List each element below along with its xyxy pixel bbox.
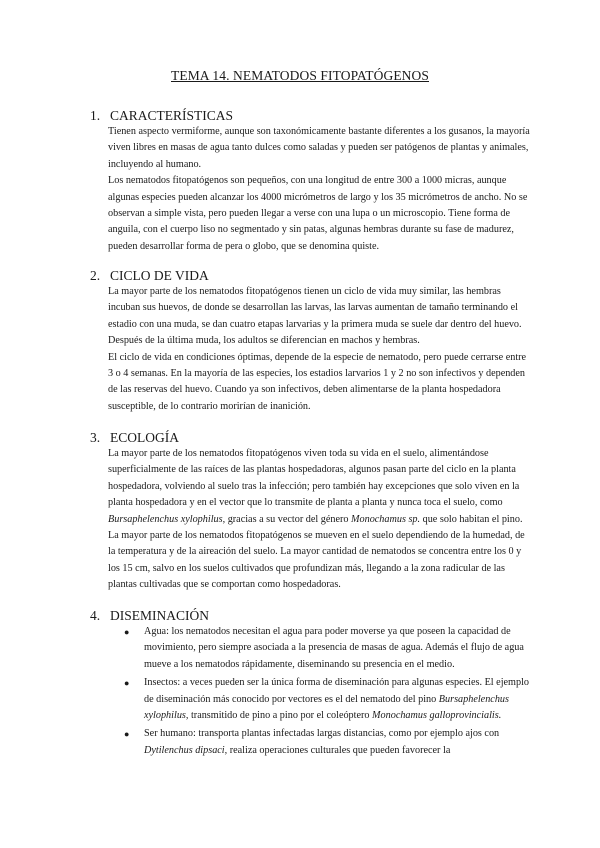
section-title: CICLO DE VIDA — [110, 268, 209, 283]
list-item — [108, 624, 533, 673]
section-heading-ecologia — [90, 430, 179, 446]
section-heading-caracteristicas — [90, 108, 233, 124]
section-body-ecologia — [108, 446, 533, 594]
text-run: Ser humano: transporta plantas infectadas largas distancias, como por ejemplo ajos con — [144, 728, 500, 740]
section-heading-diseminacion — [90, 608, 209, 624]
text-run: transmitido de pino a pino por el coleóptero — [188, 710, 373, 722]
bullet-icon: ● — [124, 627, 130, 637]
section-number: 3. — [90, 430, 101, 445]
paragraph: Los nematodos fitopatógenos son pequeños, con una longitud de entre 300 a 1000 micras, aunque algunas especies pueden alcanzar los 4000 micrómetros de largo y los 35 micrómetros de ancho. No se observan a simple vista, pero pueden llegar a verse con una lupa o un microscopio. Tiene forma de anguila, con el cuerpo liso no segmentado y sin patas, algunas hembras durante su fase de madurez, pueden desarrollar forma de pera o globo, que se denomina quiste. — [108, 175, 528, 252]
text-run: Agua: los nematodos necesitan el agua para poder moverse ya que poseen la capacidad de movimiento, pero siempre asociada a la presencia de masas de agua. Además el flujo de agua mueve a los nematodos rápidamente, diseminando su presencia en el medio. — [144, 626, 524, 670]
section-number: 2. — [90, 268, 101, 283]
bullet-icon: ● — [124, 678, 130, 689]
paragraph: Tienen aspecto vermiforme, aunque son taxonómicamente bastante diferentes a los gusanos, la mayoría viven libres en masas de agua tanto dulces como saladas y pueden ser patógenos de plantas y animales, incluyendo al humano. — [108, 126, 530, 170]
dissemination-list — [108, 624, 533, 761]
species-name: Bursaphelenchus xylophilus, — [144, 693, 509, 722]
paragraph: El ciclo de vida en condiciones óptimas, depende de la especie de nematodo, pero puede cerrarse entre 3 o 4 semanas. En la mayoría de las especies, los estadios larvarios 1 y 2 no son infectivos y dependen de las reservas del huevo. Cuando ya son infectivos, deben alimentarse de la planta hospedadora susceptible, de lo contrario morirían de inanición. — [108, 351, 527, 412]
species-name: Dytilenchus dipsaci, — [144, 744, 228, 756]
section-title: DISEMINACIÓN — [110, 608, 209, 623]
species-name: Monochamus galloprovincialis. — [372, 710, 502, 722]
text-run: Insectos: a veces pueden ser la única forma de diseminación para algunas especies. El ejemplo de diseminación más conocido por vectores es el del nematodo del pino — [144, 677, 529, 705]
paragraph — [108, 446, 533, 528]
text-run: que solo habitan el pino. — [420, 513, 523, 525]
section-number: 4. — [90, 608, 101, 623]
species-name: Monochamus sp. — [351, 513, 421, 525]
paragraph: La mayor parte de los nematodos fitopatógenos tienen un ciclo de vida muy similar, las hembras incuban sus huevos, de donde se desarrollan las larvas, las larvas aumentan de tamaño terminando el estadio con una muda, se dan cuatro etapas larvarias y la primera muda se suele dar dentro del huevo. Después de la última muda, los adultos se diferencian en machos y hembras. — [108, 286, 522, 347]
text-run: La mayor parte de los nematodos fitopatógenos viven toda su vida en el suelo, alimentándose superficialmente de las raíces de las plantas hospedadoras, algunos pasan parte del ciclo en la planta hospedadora, volviendo al suelo tras la infección; pero también hay excepciones que solo viven en la planta hospedadora y en el vector que lo transmite de planta a planta y nunca toca el suelo, como — [108, 448, 520, 509]
list-item — [108, 675, 533, 724]
section-heading-ciclo-de-vida — [90, 268, 209, 284]
bullet-icon: ● — [124, 729, 130, 740]
text-run: realiza operaciones culturales que pueden favorecer la — [227, 744, 451, 756]
paragraph: La mayor parte de los nematodos fitopatógenos se mueven en el suelo dependiendo de la humedad, de la temperatura y de la aireación del suelo. La mayor cantidad de nematodos se concentra entre los 0 y los 15 cm, salvo en los suelos cultivados que profundizan más, llegando a la zona radicular de las plantas cultivadas que se comportan como hospedadoras. — [108, 530, 525, 591]
species-name: Bursaphelenchus xylophilus, — [108, 513, 226, 525]
list-item — [108, 726, 533, 759]
section-body-caracteristicas — [108, 124, 533, 255]
section-number: 1. — [90, 108, 101, 123]
text-run: gracias a su vector del género — [225, 513, 352, 525]
section-title: ECOLOGÍA — [110, 430, 179, 445]
section-body-ciclo-de-vida — [108, 284, 533, 415]
section-title: CARACTERÍSTICAS — [110, 108, 234, 123]
page-title: TEMA 14. NEMATODOS FITOPATÓGENOS — [171, 68, 429, 83]
